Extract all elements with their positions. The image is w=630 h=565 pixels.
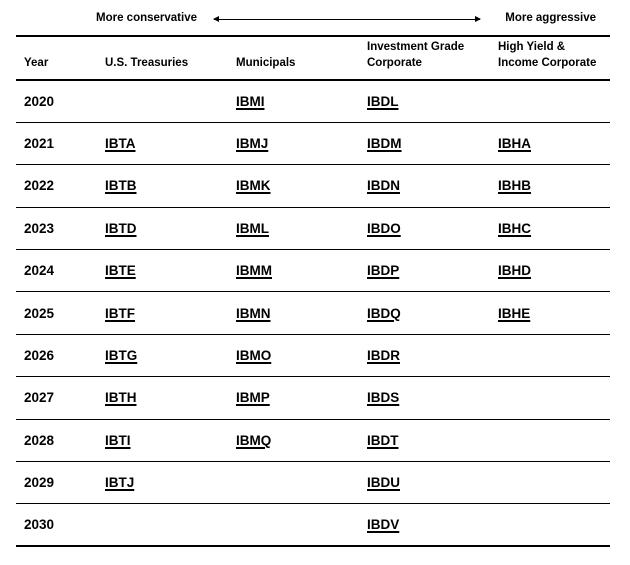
hy-cell xyxy=(490,165,610,207)
table-row xyxy=(16,207,610,249)
year-cell: 2020 xyxy=(24,93,55,109)
header-investment-grade xyxy=(359,36,490,80)
ticker-link-ig[interactable]: IBDR xyxy=(367,348,400,364)
ticker-link-hy[interactable]: IBHD xyxy=(498,263,531,279)
year-cell: 2025 xyxy=(24,305,55,321)
hy-cell xyxy=(490,207,610,249)
treasuries-cell xyxy=(97,419,228,461)
ig-cell xyxy=(359,462,490,504)
hy-cell xyxy=(490,462,610,504)
treasuries-cell xyxy=(97,207,228,249)
ticker-link-treasuries[interactable]: IBTH xyxy=(105,390,137,406)
table-row xyxy=(16,165,610,207)
double-arrow-icon xyxy=(214,19,480,20)
ticker-link-treasuries[interactable]: IBTJ xyxy=(105,475,135,491)
treasuries-cell xyxy=(97,377,228,419)
ticker-link-municipals[interactable]: IBMM xyxy=(236,263,272,279)
ticker-link-treasuries[interactable]: IBTA xyxy=(105,136,136,152)
year-cell: 2026 xyxy=(24,348,55,364)
municipals-cell xyxy=(228,250,359,292)
ticker-link-treasuries[interactable]: IBTE xyxy=(105,263,136,279)
ticker-link-ig[interactable]: IBDL xyxy=(367,93,399,109)
ig-cell xyxy=(359,504,490,546)
header-ig-line1: Investment Grade xyxy=(367,41,465,53)
arrow-right-icon xyxy=(475,16,481,22)
ticker-link-ig[interactable]: IBDS xyxy=(367,390,400,406)
ticker-link-treasuries[interactable]: IBTF xyxy=(105,305,135,321)
ig-cell xyxy=(359,250,490,292)
ticker-link-hy[interactable]: IBHE xyxy=(498,305,531,321)
ticker-link-municipals[interactable]: IBMN xyxy=(236,305,271,321)
ticker-link-ig[interactable]: IBDT xyxy=(367,432,399,448)
hy-cell xyxy=(490,504,610,546)
ig-cell xyxy=(359,334,490,376)
table-body xyxy=(16,80,610,546)
header-hy-line1: High Yield & xyxy=(498,41,566,53)
ig-cell xyxy=(359,377,490,419)
table-header xyxy=(16,36,610,80)
hy-cell xyxy=(490,250,610,292)
ticker-link-ig[interactable]: IBDN xyxy=(367,178,400,194)
arrow-left-icon xyxy=(213,16,219,22)
ticker-link-hy[interactable]: IBHC xyxy=(498,220,531,236)
year-cell: 2029 xyxy=(24,475,55,491)
treasuries-cell xyxy=(97,462,228,504)
hy-cell xyxy=(490,122,610,164)
ig-cell xyxy=(359,207,490,249)
table-row xyxy=(16,292,610,334)
year-cell: 2024 xyxy=(24,263,55,279)
treasuries-cell xyxy=(97,504,228,546)
ig-cell xyxy=(359,165,490,207)
municipals-cell xyxy=(228,207,359,249)
ticker-link-ig[interactable]: IBDM xyxy=(367,136,402,152)
header-ig-line2: Corporate xyxy=(367,57,422,69)
hy-cell xyxy=(490,419,610,461)
ticker-link-municipals[interactable]: IBML xyxy=(236,220,269,236)
treasuries-cell xyxy=(97,334,228,376)
ticker-link-hy[interactable]: IBHA xyxy=(498,136,531,152)
ticker-link-treasuries[interactable]: IBTB xyxy=(105,178,137,194)
table-row xyxy=(16,419,610,461)
ticker-link-ig[interactable]: IBDV xyxy=(367,517,400,533)
ticker-link-municipals[interactable]: IBMJ xyxy=(236,136,269,152)
header-row xyxy=(16,36,610,80)
table-row xyxy=(16,334,610,376)
year-cell: 2027 xyxy=(24,390,55,406)
table-row xyxy=(16,462,610,504)
table-row xyxy=(16,504,610,546)
ticker-link-municipals[interactable]: IBMO xyxy=(236,348,272,364)
ticker-link-ig[interactable]: IBDO xyxy=(367,220,401,236)
table-row xyxy=(16,250,610,292)
header-hy-line2: Income Corporate xyxy=(498,57,597,69)
year-cell: 2030 xyxy=(24,517,55,533)
header-municipals: Municipals xyxy=(236,57,296,69)
ticker-link-ig[interactable]: IBDU xyxy=(367,475,400,491)
ticker-link-municipals[interactable]: IBMK xyxy=(236,178,271,194)
ticker-link-treasuries[interactable]: IBTI xyxy=(105,432,131,448)
risk-spectrum xyxy=(96,12,596,28)
ticker-link-treasuries[interactable]: IBTG xyxy=(105,348,138,364)
ig-cell xyxy=(359,122,490,164)
ticker-link-municipals[interactable]: IBMP xyxy=(236,390,270,406)
treasuries-cell xyxy=(97,250,228,292)
table-row xyxy=(16,122,610,164)
ticker-link-ig[interactable]: IBDQ xyxy=(367,305,401,321)
header-treasuries: U.S. Treasuries xyxy=(105,57,189,69)
municipals-cell xyxy=(228,419,359,461)
treasuries-cell xyxy=(97,165,228,207)
ticker-link-municipals[interactable]: IBMI xyxy=(236,93,265,109)
municipals-cell xyxy=(228,334,359,376)
treasuries-cell xyxy=(97,122,228,164)
year-cell: 2023 xyxy=(24,220,55,236)
municipals-cell xyxy=(228,377,359,419)
municipals-cell xyxy=(228,165,359,207)
year-cell: 2022 xyxy=(24,178,55,194)
aggressive-label: More aggressive xyxy=(505,12,596,24)
hy-cell xyxy=(490,334,610,376)
conservative-label: More conservative xyxy=(96,12,197,24)
table-row xyxy=(16,377,610,419)
municipals-cell xyxy=(228,122,359,164)
ticker-link-hy[interactable]: IBHB xyxy=(498,178,531,194)
year-cell: 2028 xyxy=(24,432,55,448)
table-row xyxy=(16,80,610,122)
hy-cell xyxy=(490,292,610,334)
municipals-cell xyxy=(228,504,359,546)
municipals-cell xyxy=(228,292,359,334)
ig-cell xyxy=(359,419,490,461)
fund-maturity-table xyxy=(16,35,610,547)
municipals-cell xyxy=(228,80,359,122)
year-cell: 2021 xyxy=(24,136,55,152)
treasuries-cell xyxy=(97,292,228,334)
ticker-link-municipals[interactable]: IBMQ xyxy=(236,432,272,448)
ticker-link-ig[interactable]: IBDP xyxy=(367,263,400,279)
hy-cell xyxy=(490,80,610,122)
header-high-yield xyxy=(490,36,610,80)
ig-cell xyxy=(359,80,490,122)
ig-cell xyxy=(359,292,490,334)
header-year: Year xyxy=(24,57,49,69)
municipals-cell xyxy=(228,462,359,504)
hy-cell xyxy=(490,377,610,419)
treasuries-cell xyxy=(97,80,228,122)
ticker-link-treasuries[interactable]: IBTD xyxy=(105,220,137,236)
